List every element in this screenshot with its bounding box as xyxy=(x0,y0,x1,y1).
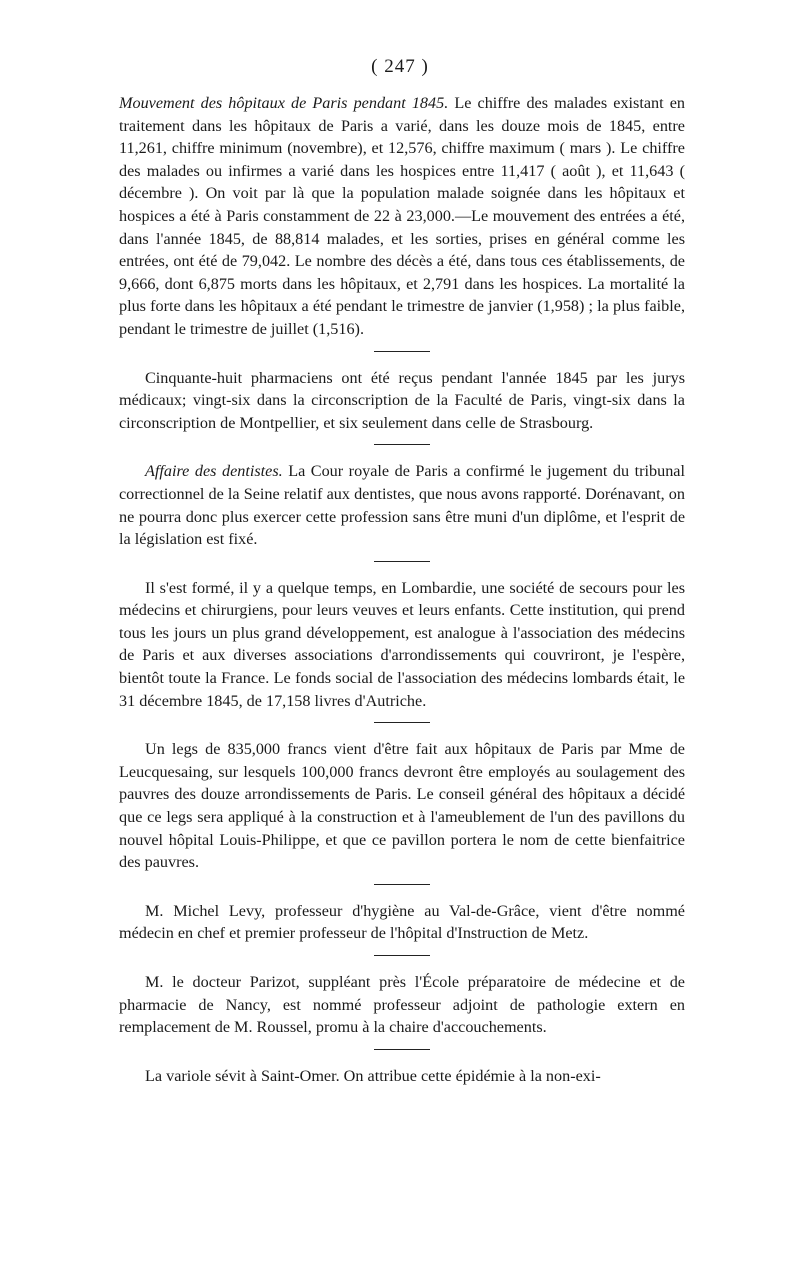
separator-rule xyxy=(374,351,430,352)
paragraph-text: Le chiffre des malades existant en traitement dans les hôpitaux de Paris a varié, dans les douze mois de 1845, entre 11,261, chiffre minimum (novembre), et 12,576, chiffre maximum ( mars ). Le chiffre des malades ou infirmes a varié dans les hospices entre 11,417 ( août ), et 11,643 ( décembre ). On voit par là que la population malade soignée dans les hôpitaux et hospices a été à Paris constamment de 22 à 23,000.—Le mouvement des entrées a été, dans l'année 1845, de 88,814 malades, et les sorties, prises en général comme les entrées, ont été de 79,042. Le nombre des décès a été, dans tous ces établissements, de 9,666, dont 6,875 morts dans les hôpitaux, et 2,791 dans les hospices. La mortalité la plus forte dans les hôpitaux a été pendant le trimestre de janvier (1,958) ; la plus faible, pendant le trimestre de juillet (1,516). xyxy=(119,94,685,338)
paragraph-heading: Mouvement des hôpitaux de Paris pendant 1845. xyxy=(119,94,449,112)
paragraph-text: La variole sévit à Saint-Omer. On attribue cette épidémie à la non-exi- xyxy=(145,1066,601,1085)
separator-rule xyxy=(374,884,430,885)
paragraph-smallpox xyxy=(119,1065,685,1088)
separator-rule xyxy=(374,561,430,562)
paragraph-text: Cinquante-huit pharmaciens ont été reçus pendant l'année 1845 par les jurys médicaux; vingt-six dans la circonscription de la Faculté de Paris, vingt-six dans la circonscription de Montpellier, et six seulement dans celle de Strasbourg. xyxy=(119,368,685,432)
article-body xyxy=(119,92,685,1087)
paragraph-levy-appointment xyxy=(119,900,685,945)
paragraph-lombardy-society xyxy=(119,577,685,713)
paragraph-text: La Cour royale de Paris a confirmé le jugement du tribunal correctionnel de la Seine relatif aux dentistes, que nous avons rapporté. Dorénavant, on ne pourra donc plus exercer cette profession sans être muni d'un diplôme, et l'esprit de la législation est fixé. xyxy=(119,462,685,549)
paragraph-legacy xyxy=(119,738,685,874)
separator-rule xyxy=(374,722,430,723)
separator-rule xyxy=(374,444,430,445)
paragraph-text: Un legs de 835,000 francs vient d'être fait aux hôpitaux de Paris par Mme de Leucquesaing, sur lesquels 100,000 francs devront être employés au soulagement des pauvres des douze arrondissements de Paris. Le conseil général des hôpitaux a décidé que ce legs sera appliqué à la construction et à l'ameublement de l'un des pavillons du nouvel hôpital Louis-Philippe, et que ce pavillon portera le nom de cette bienfaitrice des pauvres. xyxy=(119,740,685,872)
paragraph-text: M. le docteur Parizot, suppléant près l'École préparatoire de médecine et de pharmacie de Nancy, est nommé professeur adjoint de pathologie extern en remplacement de M. Roussel, promu à la chaire d'accouchements. xyxy=(119,973,685,1037)
paragraph-parizot-appointment xyxy=(119,971,685,1039)
paragraph-heading: Affaire des dentistes. xyxy=(145,462,283,481)
paragraph-text: Il s'est formé, il y a quelque temps, en Lombardie, une société de secours pour les médecins et chirurgiens, pour leurs veuves et leurs enfants. Cette institution, qui prend tous les jours un plus grand développement, est analogue à l'association des médecins de Paris et aux diverses associations d'arrondissements qui couvriront, je l'espère, bientôt toute la France. Le fonds social de l'association des médecins lombards était, le 31 décembre 1845, de 17,158 livres d'Autriche. xyxy=(119,578,685,710)
separator-rule xyxy=(374,1049,430,1050)
paragraph-text: M. Michel Levy, professeur d'hygiène au Val-de-Grâce, vient d'être nommé médecin en chef et premier professeur de l'hôpital d'Instruction de Metz. xyxy=(119,901,685,943)
separator-rule xyxy=(374,955,430,956)
paragraph-dentists xyxy=(119,460,685,550)
page-number: ( 247 ) xyxy=(371,56,429,77)
paragraph-pharmacists xyxy=(119,367,685,435)
paragraph-hospital-movement xyxy=(119,92,685,341)
